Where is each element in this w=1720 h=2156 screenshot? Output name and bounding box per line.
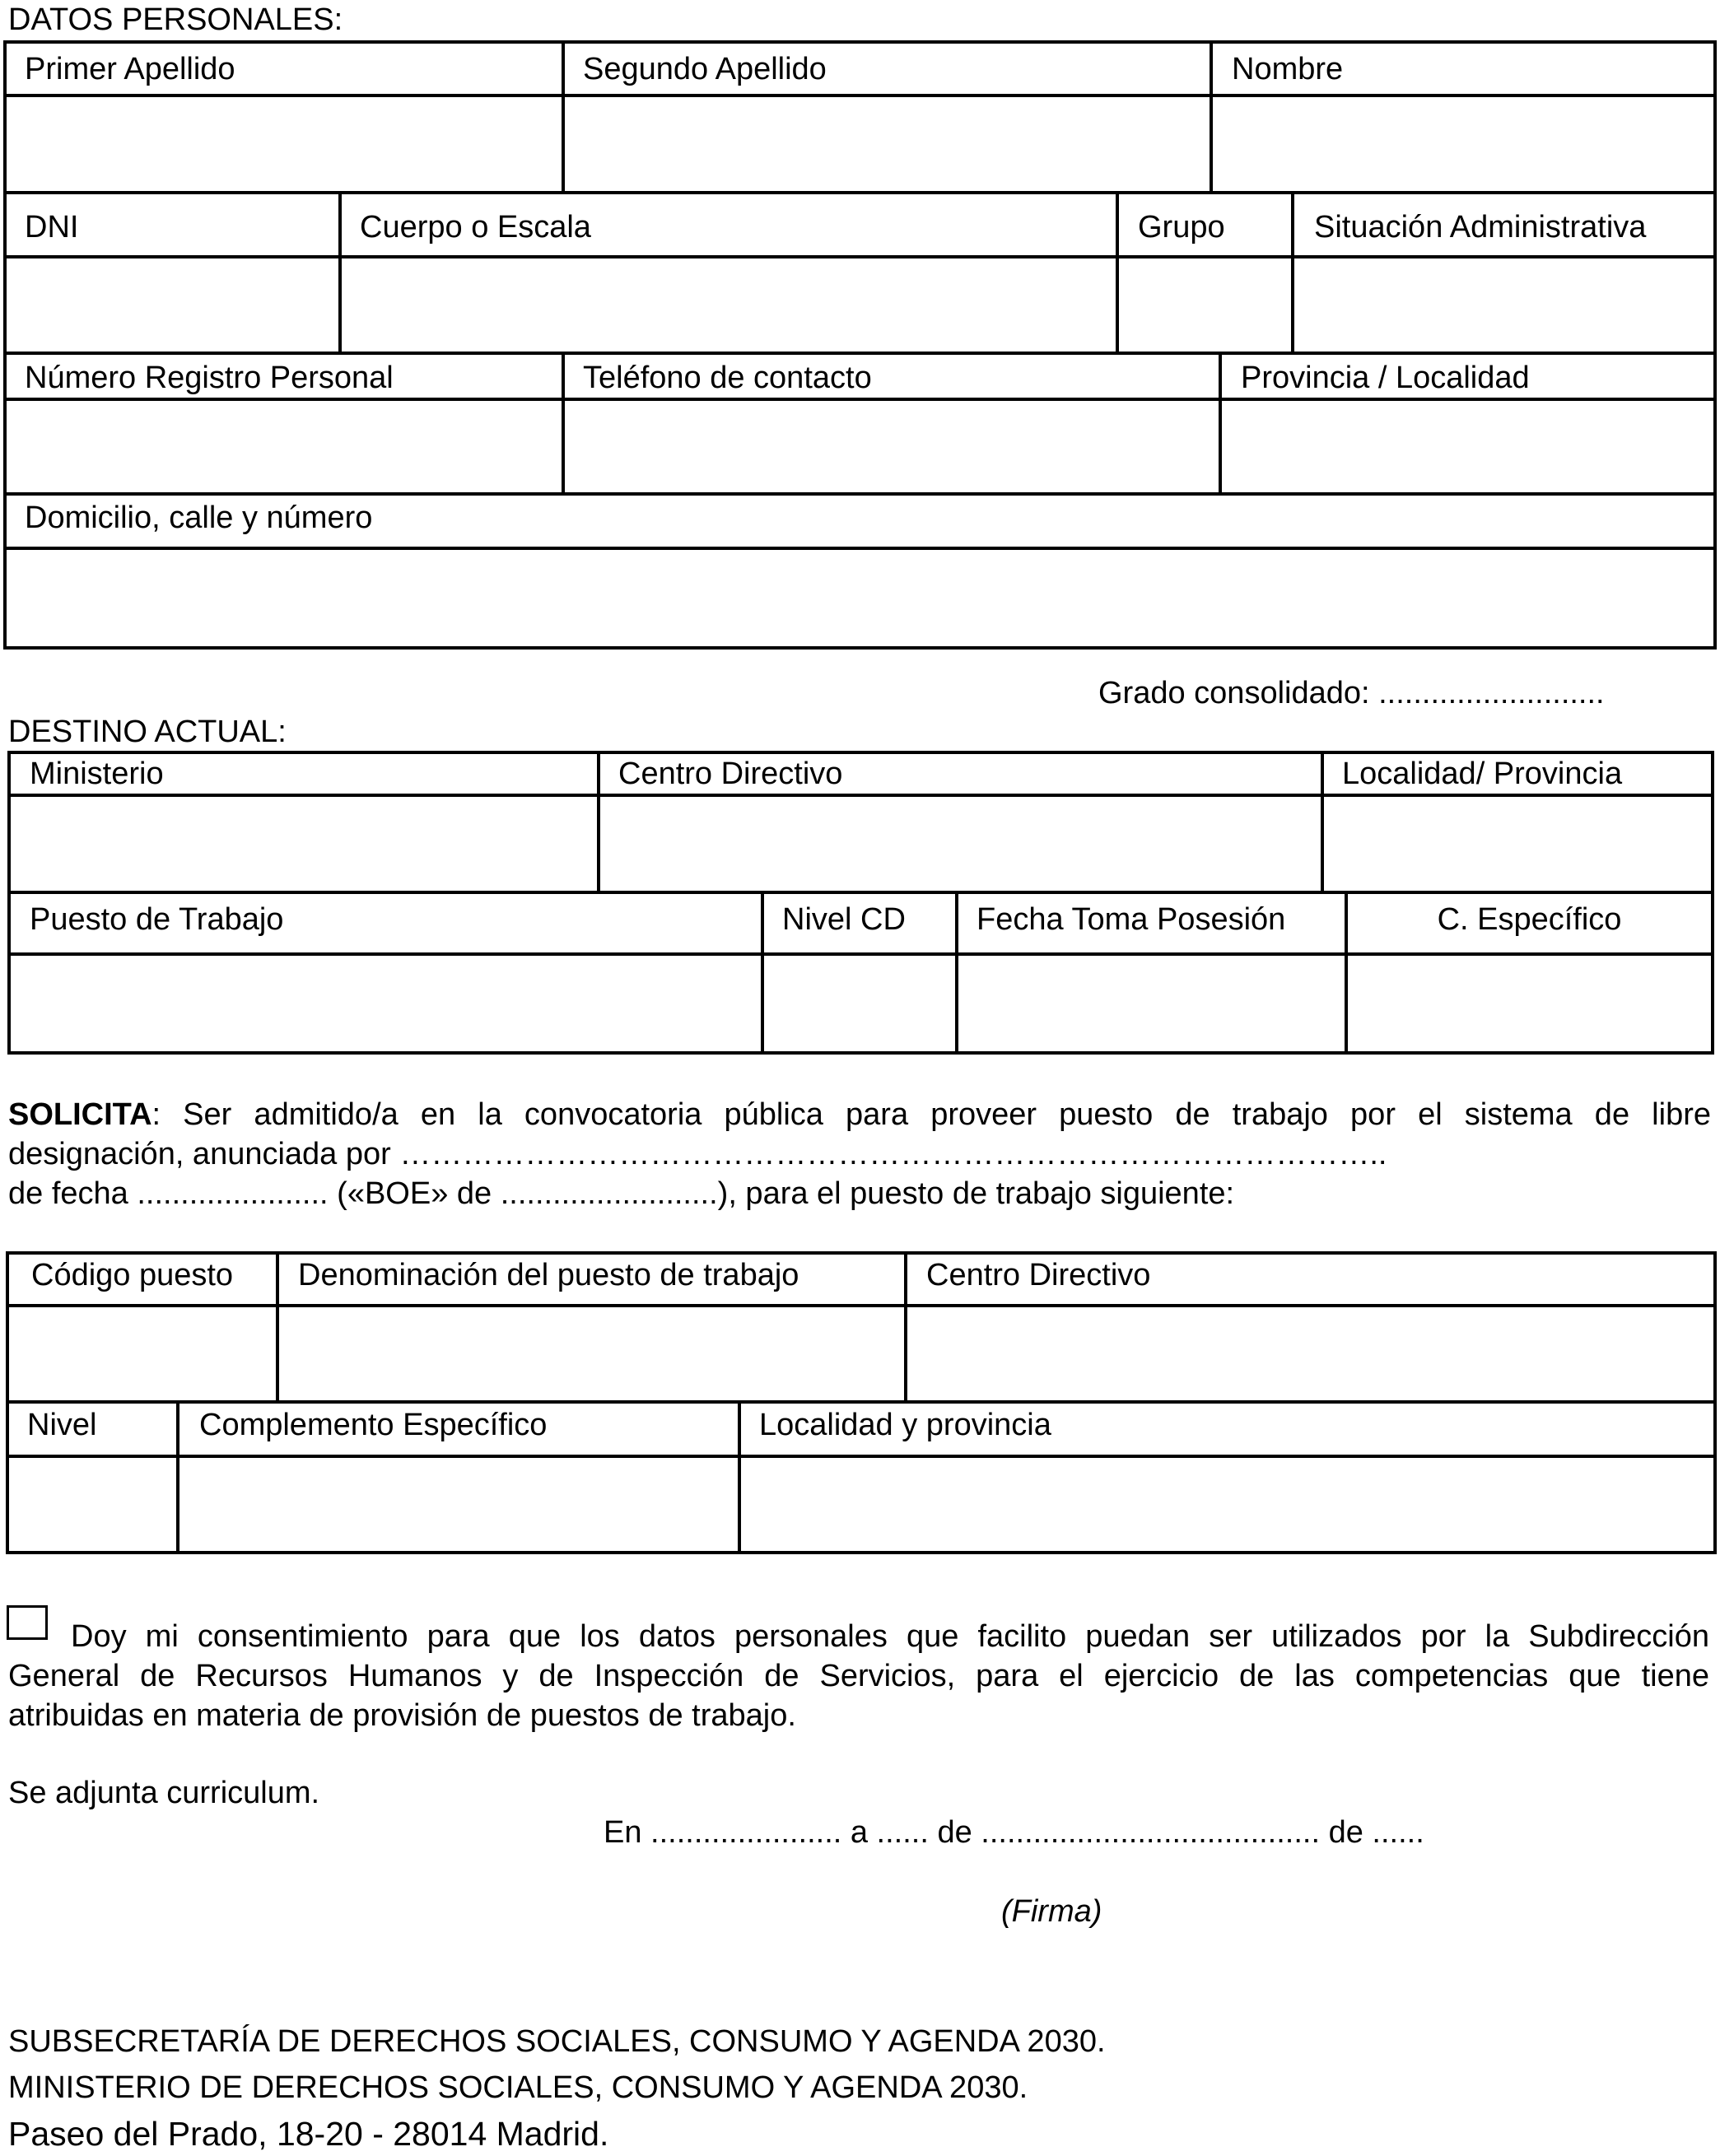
- label-fecha-toma-posesion: Fecha Toma Posesión: [977, 902, 1286, 937]
- fecha-lugar: En ...................... a ...... de ....................................... de ......: [604, 1815, 1424, 1850]
- field-domicilio[interactable]: [7, 550, 1713, 646]
- label-dni: DNI: [25, 210, 79, 244]
- label-puesto-trabajo: Puesto de Trabajo: [30, 902, 284, 937]
- field-segundo-apellido[interactable]: [565, 97, 1210, 191]
- footer-direccion: Paseo del Prado, 18-20 - 28014 Madrid.: [8, 2115, 609, 2153]
- field-fecha-toma-posesion[interactable]: [958, 956, 1345, 1051]
- section-heading-datos-personales: DATOS PERSONALES:: [8, 2, 343, 37]
- grado-consolidado: Grado consolidado: ..........................: [1098, 676, 1605, 710]
- label-c-especifico: C. Específico: [1437, 902, 1622, 937]
- label-grupo: Grupo: [1138, 210, 1225, 244]
- field-numero-registro[interactable]: [7, 401, 562, 492]
- solicita-keyword: SOLICITA: [8, 1097, 152, 1132]
- label-provincia-localidad: Provincia / Localidad: [1241, 361, 1530, 395]
- label-codigo-puesto: Código puesto: [31, 1258, 234, 1292]
- label-centro-directivo-actual: Centro Directivo: [618, 757, 843, 791]
- consent-checkbox[interactable]: [7, 1605, 48, 1640]
- field-cuerpo-escala[interactable]: [342, 258, 1116, 352]
- label-segundo-apellido: Segundo Apellido: [583, 52, 827, 86]
- consent-line-3: atribuidas en materia de provisión de puestos de trabajo.: [8, 1698, 796, 1733]
- field-nivel-cd[interactable]: [764, 956, 955, 1051]
- field-primer-apellido[interactable]: [7, 97, 562, 191]
- label-nivel: Nivel: [27, 1408, 97, 1442]
- firma: [1001, 1893, 1102, 1930]
- footer-ministerio: MINISTERIO DE DERECHOS SOCIALES, CONSUMO Y AGENDA 2030.: [8, 2070, 1028, 2105]
- label-primer-apellido: Primer Apellido: [25, 52, 235, 86]
- field-denominacion-puesto[interactable]: [279, 1307, 904, 1400]
- field-complemento-especifico[interactable]: [179, 1458, 738, 1551]
- field-localidad-provincia-actual[interactable]: [1324, 797, 1711, 891]
- solicita-line-3: de fecha ...................... («BOE» de .........................), para el puesto de trabajo siguiente:: [8, 1176, 1235, 1211]
- field-c-especifico[interactable]: [1348, 956, 1711, 1051]
- field-grupo[interactable]: [1119, 258, 1291, 352]
- label-ministerio: Ministerio: [30, 757, 164, 791]
- firma-text: (Firma): [1001, 1894, 1102, 1929]
- label-centro-directivo-solicitado: Centro Directivo: [926, 1258, 1151, 1292]
- solicita-line-1: [8, 1095, 1711, 1134]
- field-localidad-provincia-solicitado[interactable]: [741, 1458, 1713, 1551]
- consent-line-1: Doy mi consentimiento para que los datos personales que facilito puedan ser utilizados por la Subdirección: [71, 1619, 1709, 1654]
- label-domicilio: Domicilio, calle y número: [25, 501, 373, 535]
- field-provincia-localidad[interactable]: [1222, 401, 1713, 492]
- label-complemento-especifico: Complemento Específico: [199, 1408, 548, 1442]
- label-situacion-administrativa: Situación Administrativa: [1314, 210, 1647, 244]
- label-numero-registro: Número Registro Personal: [25, 361, 394, 395]
- label-cuerpo-escala: Cuerpo o Escala: [360, 210, 591, 244]
- field-situacion-administrativa[interactable]: [1294, 258, 1713, 352]
- label-localidad-provincia-actual: Localidad/ Provincia: [1342, 757, 1623, 791]
- label-nombre: Nombre: [1232, 52, 1344, 86]
- field-puesto-trabajo[interactable]: [11, 956, 761, 1051]
- field-ministerio[interactable]: [11, 797, 597, 891]
- field-nombre[interactable]: [1213, 97, 1713, 191]
- label-denominacion-puesto: Denominación del puesto de trabajo: [298, 1258, 799, 1292]
- field-dni[interactable]: [7, 258, 338, 352]
- solicita-line-1-text: : Ser admitido/a en la convocatoria pública para proveer puesto de trabajo por el sistema de libre: [151, 1097, 1711, 1132]
- curriculum-note: Se adjunta curriculum.: [8, 1776, 320, 1810]
- field-codigo-puesto[interactable]: [9, 1307, 276, 1400]
- field-telefono[interactable]: [565, 401, 1219, 492]
- solicita-line-2: designación, anunciada por …………………………………………………………………………………..: [8, 1137, 1387, 1171]
- field-centro-directivo-solicitado[interactable]: [907, 1307, 1713, 1400]
- footer-subsecretaria: SUBSECRETARÍA DE DERECHOS SOCIALES, CONSUMO Y AGENDA 2030.: [8, 2024, 1106, 2059]
- label-telefono: Teléfono de contacto: [583, 361, 872, 395]
- label-nivel-cd: Nivel CD: [782, 902, 906, 937]
- field-nivel[interactable]: [9, 1458, 176, 1551]
- field-centro-directivo-actual[interactable]: [600, 797, 1321, 891]
- consent-line-2: General de Recursos Humanos y de Inspección de Servicios, para el ejercicio de las competencias que tiene: [8, 1659, 1709, 1693]
- section-heading-destino-actual: DESTINO ACTUAL:: [8, 715, 287, 749]
- label-localidad-provincia-solicitado: Localidad y provincia: [759, 1408, 1051, 1442]
